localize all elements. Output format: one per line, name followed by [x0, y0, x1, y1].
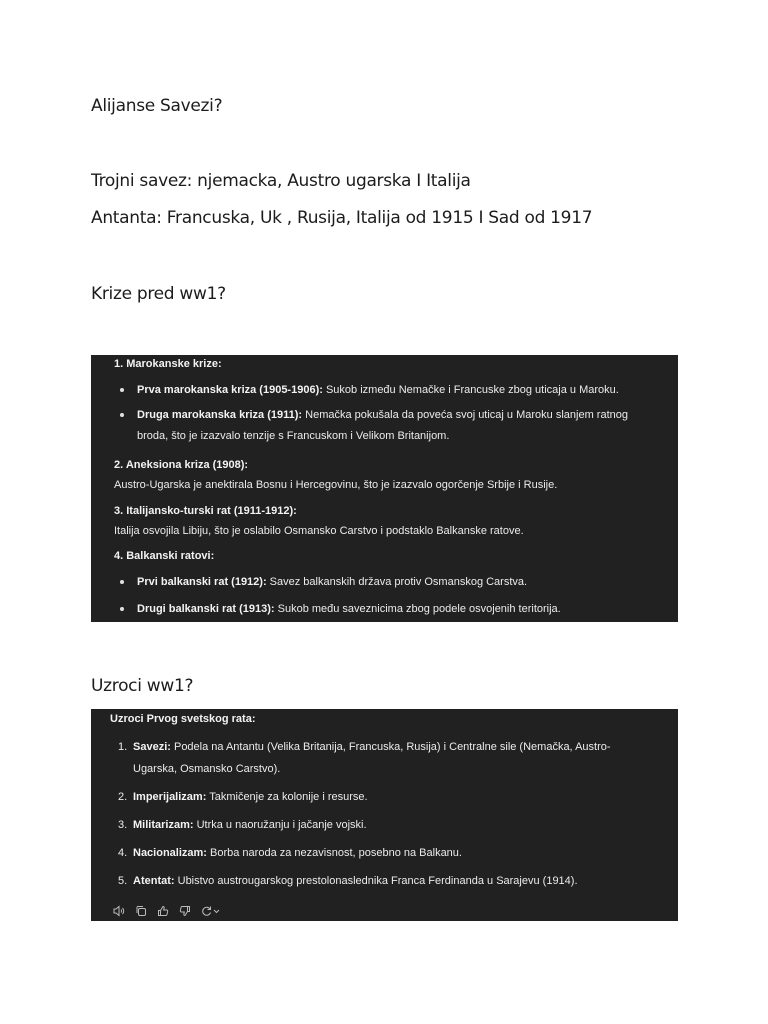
crisis-heading-3: 3. Italijansko-turski rat (1911-1912):	[114, 505, 297, 517]
list-item: Atentat: Ubistvo austrougarskog prestolonaslednika Franca Ferdinanda u Sarajevu (1914).	[133, 875, 578, 887]
message-toolbar	[113, 905, 221, 917]
list-number: 4.	[118, 847, 128, 859]
list-number: 2.	[118, 791, 128, 803]
bullet	[120, 607, 124, 611]
causes-screenshot	[91, 709, 678, 921]
crisis-heading-2: 2. Aneksiona kriza (1908):	[114, 459, 249, 471]
list-number: 5.	[118, 875, 128, 887]
crisis-paragraph-3: Italija osvojila Libiju, što je oslabilo Osmansko Carstvo i podstaklo Balkanske ratove.	[114, 525, 524, 537]
entente-line: Antanta: Francuska, Uk , Rusija, Italija od 1915 I Sad od 1917	[91, 208, 593, 228]
copy-icon	[135, 905, 147, 917]
list-item: Druga marokanska kriza (1911): Nemačka pokušala da poveća svoj uticaj u Maroku slanjem ratnog	[137, 409, 628, 421]
triple-alliance-line: Trojni savez: njemacka, Austro ugarska I Italija	[91, 171, 471, 191]
bullet	[120, 580, 124, 584]
bullet	[120, 388, 124, 392]
list-item: Nacionalizam: Borba naroda za nezavisnost, posebno na Balkanu.	[133, 847, 462, 859]
list-item: Savezi: Podela na Antantu (Velika Britanija, Francuska, Rusija) i Centralne sile (Nemačka, Austro-	[133, 741, 611, 753]
list-item: Imperijalizam: Takmičenje za kolonije i resurse.	[133, 791, 368, 803]
list-item: Militarizam: Utrka u naoružanju i jačanje vojski.	[133, 819, 367, 831]
thumbs-up-icon	[157, 905, 169, 917]
crisis-paragraph-2: Austro-Ugarska je anektirala Bosnu i Hercegovinu, što je izazvalo ogorčenje Srbije i Rusije.	[114, 479, 558, 491]
question-causes: Uzroci ww1?	[91, 676, 194, 696]
regenerate-icon	[201, 905, 221, 917]
list-item: Prvi balkanski rat (1912): Savez balkanskih država protiv Osmanskog Carstva.	[137, 576, 528, 588]
crises-screenshot	[91, 355, 678, 622]
question-crises: Krize pred ww1?	[91, 284, 226, 304]
list-item: Drugi balkanski rat (1913): Sukob među saveznicima zbog podele osvojenih teritorija.	[137, 603, 561, 615]
question-alliances: Alijanse Savezi?	[91, 96, 223, 116]
list-number: 3.	[118, 819, 128, 831]
list-number: 1.	[118, 741, 128, 753]
crisis-heading-4: 4. Balkanski ratovi:	[114, 550, 215, 562]
list-item-continuation: broda, što je izazvalo tenzije s Francuskom i Velikom Britanijom.	[137, 430, 450, 442]
causes-title: Uzroci Prvog svetskog rata:	[110, 713, 256, 725]
bullet	[120, 413, 124, 417]
thumbs-down-icon	[179, 905, 191, 917]
list-item: Prva marokanska kriza (1905-1906): Sukob između Nemačke i Francuske zbog uticaja u Maroku.	[137, 384, 619, 396]
list-item-continuation: Ugarska, Osmansko Carstvo).	[133, 763, 281, 775]
speaker-icon	[113, 905, 125, 917]
crisis-heading-1: 1. Marokanske krize:	[114, 358, 222, 370]
